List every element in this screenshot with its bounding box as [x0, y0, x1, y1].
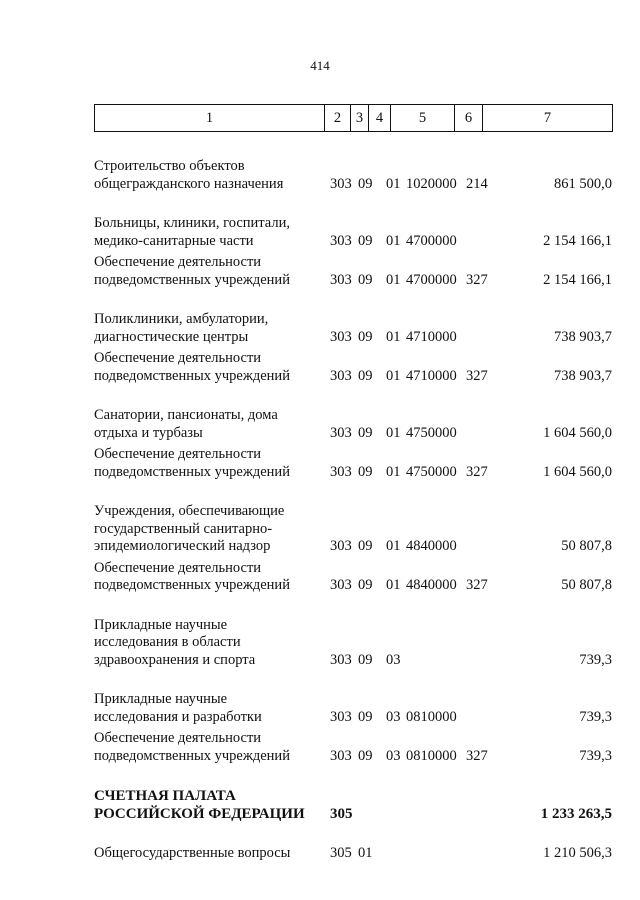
ved-code: 303	[330, 175, 352, 192]
row-name	[94, 503, 330, 556]
row-name	[94, 311, 330, 346]
row-name-line: Обеспечение деятельности	[94, 350, 262, 366]
amount: 738 903,7	[554, 328, 612, 345]
row-name-line: здравоохранения и спорта	[94, 651, 256, 668]
target-article-code: 4710000	[406, 367, 457, 384]
row-name-line: государственный санитарно-	[94, 520, 273, 537]
amount: 1 233 263,5	[540, 806, 612, 822]
row-name	[94, 446, 330, 481]
target-article-code: 1020000	[406, 175, 457, 192]
amount: 50 807,8	[561, 538, 612, 554]
row-name	[94, 560, 330, 595]
row-name-line: Обеспечение деятельности	[94, 559, 262, 576]
amount: 1 604 560,0	[543, 424, 612, 441]
target-article-code: 4840000	[406, 577, 457, 593]
ved-code: 303	[330, 271, 352, 288]
target-article-code: 4750000	[406, 463, 457, 480]
ved-code: 303	[330, 424, 352, 441]
ved-code: 303	[330, 538, 352, 554]
row-name-line: исследования и разработки	[94, 708, 262, 725]
row-name-line: подведомственных учреждений	[94, 747, 290, 764]
ved-code: 303	[330, 577, 352, 593]
row-name-line: Больницы, клиники, госпитали,	[94, 215, 290, 231]
ved-code: 303	[330, 328, 352, 345]
section-code: 09	[358, 463, 373, 480]
header-col-7: 7	[483, 105, 613, 132]
amount: 50 807,8	[561, 577, 612, 593]
section-code: 09	[358, 747, 373, 764]
target-article-code: 4750000	[406, 424, 457, 441]
row-name-line: Общегосударственные вопросы	[94, 845, 291, 861]
column-header-table	[94, 104, 613, 132]
row-name-line: Прикладные научные	[94, 691, 228, 707]
subsection-code: 01	[386, 367, 401, 384]
row-name-line: отдыха и турбазы	[94, 424, 203, 441]
target-article-code: 4700000	[406, 271, 457, 288]
amount: 861 500,0	[554, 175, 612, 192]
table-row	[94, 350, 612, 385]
subsection-code: 01	[386, 463, 401, 480]
section-code: 09	[358, 232, 373, 249]
section-code: 09	[358, 651, 373, 668]
ved-code: 303	[330, 747, 352, 764]
target-article-code: 4710000	[406, 328, 457, 345]
row-name-line: исследования в области	[94, 634, 241, 650]
subsection-code: 03	[386, 747, 401, 764]
row-name	[94, 158, 330, 193]
expense-type-code: 214	[466, 175, 488, 192]
row-name-line: общегражданского назначения	[94, 175, 284, 192]
ved-code: 303	[330, 651, 352, 668]
section-code: 09	[358, 424, 373, 441]
subsection-code: 01	[386, 271, 401, 288]
amount: 2 154 166,1	[543, 271, 612, 288]
subsection-code: 01	[386, 232, 401, 249]
row-name	[94, 254, 330, 289]
header-col-5: 5	[391, 105, 455, 132]
subsection-code: 01	[386, 424, 401, 441]
expense-type-code: 327	[466, 367, 488, 384]
expense-type-code: 327	[466, 577, 488, 593]
row-name-line: подведомственных учреждений	[94, 271, 290, 288]
table-row	[94, 560, 612, 595]
section-code: 09	[358, 367, 373, 384]
subsection-code: 01	[386, 577, 401, 593]
table-row	[94, 311, 612, 346]
header-col-3: 3	[351, 105, 369, 132]
row-name	[94, 215, 330, 250]
row-name-line: РОССИЙСКОЙ ФЕДЕРАЦИИ	[94, 806, 305, 822]
amount: 739,3	[579, 747, 612, 764]
row-name-line: подведомственных учреждений	[94, 463, 290, 480]
ved-code: 303	[330, 367, 352, 384]
subsection-code: 01	[386, 538, 401, 554]
section-code: 09	[358, 538, 373, 554]
subsection-code: 01	[386, 328, 401, 345]
table-row	[94, 787, 612, 823]
row-name-line: Обеспечение деятельности	[94, 254, 262, 270]
budget-rows	[94, 146, 612, 863]
section-code: 01	[358, 845, 373, 861]
row-name	[94, 691, 330, 726]
row-name-line: Строительство объектов	[94, 158, 245, 174]
header-col-4: 4	[369, 105, 391, 132]
table-row	[94, 215, 612, 250]
subsection-code: 03	[386, 651, 401, 668]
row-name-line: подведомственных учреждений	[94, 367, 290, 384]
row-name-line: Обеспечение деятельности	[94, 730, 262, 746]
amount: 738 903,7	[554, 367, 612, 384]
row-name-line: Поликлиники, амбулатории,	[94, 311, 269, 327]
section-code: 09	[358, 175, 373, 192]
header-col-1: 1	[95, 105, 325, 132]
subsection-code: 01	[386, 175, 401, 192]
row-name	[94, 350, 330, 385]
target-article-code: 0810000	[406, 708, 457, 725]
expense-type-code: 327	[466, 747, 488, 764]
table-row	[94, 503, 612, 556]
table-row	[94, 446, 612, 481]
row-name	[94, 617, 330, 670]
target-article-code: 4700000	[406, 232, 457, 249]
target-article-code: 4840000	[406, 538, 457, 554]
table-row	[94, 158, 612, 193]
row-name-line: Обеспечение деятельности	[94, 446, 262, 462]
target-article-code: 0810000	[406, 747, 457, 764]
expense-type-code: 327	[466, 271, 488, 288]
table-row	[94, 407, 612, 442]
ved-code: 305	[330, 806, 353, 822]
expense-type-code: 327	[466, 463, 488, 480]
row-name	[94, 845, 330, 863]
ved-code: 303	[330, 463, 352, 480]
row-name-line: диагностические центры	[94, 328, 249, 345]
ved-code: 303	[330, 708, 352, 725]
section-code: 09	[358, 328, 373, 345]
ved-code: 303	[330, 232, 352, 249]
header-col-6: 6	[455, 105, 483, 132]
row-name-line: СЧЕТНАЯ ПАЛАТА	[94, 788, 236, 804]
row-name-line: Учреждения, обеспечивающие	[94, 503, 285, 519]
row-name-line: Прикладные научные	[94, 616, 228, 633]
table-row	[94, 617, 612, 670]
row-name	[94, 787, 330, 823]
ved-code: 305	[330, 845, 352, 861]
amount: 1 604 560,0	[543, 463, 612, 480]
row-name-line: эпидемиологический надзор	[94, 538, 271, 554]
section-code: 09	[358, 577, 373, 593]
amount: 739,3	[579, 708, 612, 725]
amount: 2 154 166,1	[543, 232, 612, 249]
header-col-2: 2	[325, 105, 351, 132]
row-name-line: подведомственных учреждений	[94, 577, 290, 593]
page-number: 414	[310, 58, 330, 73]
amount: 739,3	[579, 651, 612, 668]
row-name-line: медико-санитарные части	[94, 232, 254, 249]
row-name	[94, 407, 330, 442]
table-row	[94, 845, 612, 863]
row-name-line: Санатории, пансионаты, дома	[94, 407, 278, 423]
row-name	[94, 730, 330, 765]
amount: 1 210 506,3	[543, 845, 612, 861]
section-code: 09	[358, 271, 373, 288]
table-row	[94, 730, 612, 765]
table-row	[94, 254, 612, 289]
section-code: 09	[358, 708, 373, 725]
table-row	[94, 691, 612, 726]
subsection-code: 03	[386, 708, 401, 725]
